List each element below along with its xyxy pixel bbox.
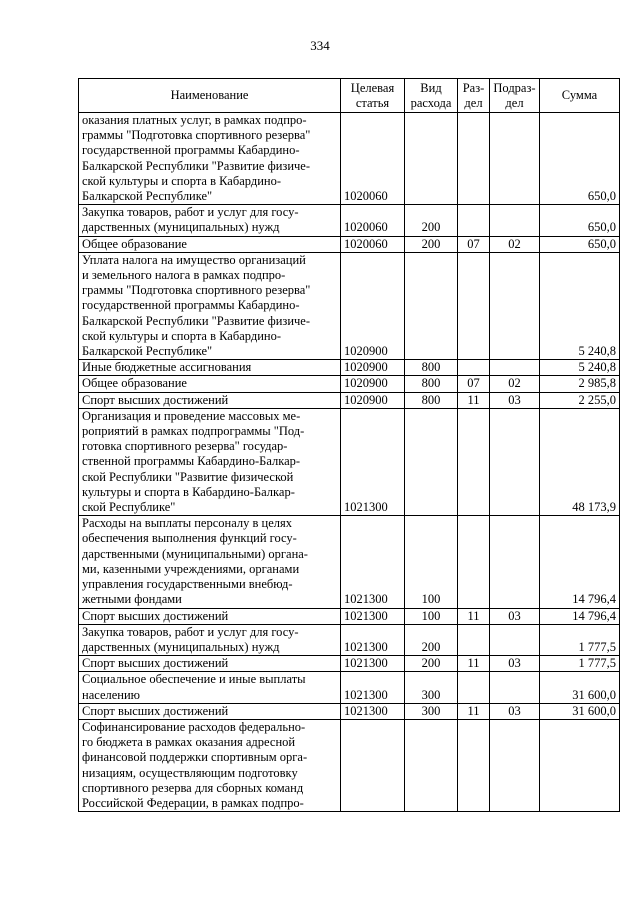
row-name-line: Спорт высших достижений: [82, 656, 229, 671]
row-name-line: ской Республике": [82, 500, 176, 515]
row-name-line: Спорт высших достижений: [82, 392, 229, 407]
row-target-cell: 1020900: [341, 252, 405, 359]
row-name-line: ми, казенными учреждениями, органами: [82, 561, 300, 576]
table-row: [79, 608, 620, 624]
row-section-cell: 07: [458, 376, 490, 392]
table-row: [79, 113, 620, 205]
header-subsection: [490, 79, 540, 113]
row-kind-cell: [405, 252, 458, 359]
row-subsection-cell: 03: [490, 608, 540, 624]
row-kind-cell: 800: [405, 376, 458, 392]
row-subsection-cell: [490, 516, 540, 608]
row-section-cell: [458, 360, 490, 376]
row-name-line: финансовой поддержки спортивным орга-: [82, 750, 308, 765]
row-target-cell: 1021300: [341, 516, 405, 608]
row-name-line: дарственных (муниципальных) нужд: [82, 220, 280, 235]
row-section-cell: 11: [458, 608, 490, 624]
row-subsection-cell: [490, 719, 540, 811]
row-name-line: и земельного налога в рамках подпро-: [82, 268, 286, 283]
header-kind: [405, 79, 458, 113]
row-name-line: готовка спортивного резерва" государ-: [82, 439, 288, 454]
row-name-line: Общее образование: [82, 376, 187, 391]
row-section-cell: [458, 672, 490, 703]
table-row: [79, 719, 620, 811]
row-target-cell: 1020900: [341, 376, 405, 392]
row-name-line: Социальное обеспечение и иные выплаты: [82, 672, 306, 687]
row-name-line: роприятий в рамках подпрограммы "Под-: [82, 424, 305, 439]
row-name-line: граммы "Подготовка спортивного резерва": [82, 128, 311, 143]
row-name-cell: [79, 408, 341, 515]
row-name-line: низациям, осуществляющим подготовку: [82, 765, 298, 780]
row-name-line: оказания платных услуг, в рамках подпро-: [82, 113, 307, 127]
row-kind-cell: [405, 408, 458, 515]
row-name-cell: [79, 252, 341, 359]
header-target: [341, 79, 405, 113]
row-name-line: ской культуры и спорта в Кабардино-: [82, 328, 281, 343]
row-sum-cell: 2 985,8: [540, 376, 620, 392]
row-name-cell: [79, 392, 341, 408]
row-name-line: Балкарской Республике": [82, 344, 213, 359]
row-kind-cell: 100: [405, 516, 458, 608]
header-sum: Сумма: [540, 79, 620, 113]
row-kind-cell: 100: [405, 608, 458, 624]
row-name-line: ской Республики "Развитие физической: [82, 469, 294, 484]
row-kind-cell: 800: [405, 360, 458, 376]
row-sum-cell: 14 796,4: [540, 608, 620, 624]
row-name-line: жетными фондами: [82, 592, 182, 607]
row-name-line: государственной программы Кабардино-: [82, 143, 300, 158]
row-name-cell: [79, 719, 341, 811]
row-name-line: культуры и спорта в Кабардино-Балкар-: [82, 484, 295, 499]
row-kind-cell: 300: [405, 703, 458, 719]
row-name-cell: [79, 205, 341, 236]
table-row: [79, 376, 620, 392]
row-subsection-cell: [490, 360, 540, 376]
header-kind-line1: Вид: [420, 80, 442, 95]
row-sum-cell: 5 240,8: [540, 252, 620, 359]
row-name-line: Уплата налога на имущество организаций: [82, 252, 306, 267]
row-section-cell: 11: [458, 392, 490, 408]
row-section-cell: 11: [458, 703, 490, 719]
row-subsection-cell: 03: [490, 703, 540, 719]
row-kind-cell: 200: [405, 624, 458, 655]
row-target-cell: 1020900: [341, 392, 405, 408]
header-target-line1: Целевая: [350, 80, 395, 95]
row-section-cell: [458, 719, 490, 811]
row-kind-cell: 800: [405, 392, 458, 408]
row-kind-cell: [405, 719, 458, 811]
row-target-cell: [341, 719, 405, 811]
row-name-line: Иные бюджетные ассигнования: [82, 360, 252, 375]
row-sum-cell: 650,0: [540, 205, 620, 236]
row-name-cell: [79, 703, 341, 719]
row-name-line: Балкарской Республики "Развитие физиче-: [82, 313, 311, 328]
row-target-cell: 1020900: [341, 360, 405, 376]
row-subsection-cell: 02: [490, 236, 540, 252]
header-name: Наименование: [79, 79, 341, 113]
row-target-cell: 1020060: [341, 205, 405, 236]
header-target-line2: статья: [355, 95, 390, 110]
row-name-cell: [79, 236, 341, 252]
row-target-cell: 1020060: [341, 113, 405, 205]
row-name-line: Российской Федерации, в рамках подпро-: [82, 795, 304, 810]
row-name-line: граммы "Подготовка спортивного резерва": [82, 283, 311, 298]
row-name-line: Балкарской Республики "Развитие физиче-: [82, 158, 311, 173]
header-section: [458, 79, 490, 113]
row-name-cell: [79, 360, 341, 376]
row-kind-cell: 200: [405, 656, 458, 672]
row-section-cell: [458, 408, 490, 515]
row-sum-cell: 14 796,4: [540, 516, 620, 608]
row-kind-cell: 300: [405, 672, 458, 703]
row-name-line: Расходы на выплаты персоналу в целях: [82, 516, 292, 531]
row-name-line: Общее образование: [82, 236, 187, 251]
header-kind-line2: расхода: [410, 95, 452, 110]
row-subsection-cell: [490, 113, 540, 205]
table-row: [79, 624, 620, 655]
table-row: [79, 656, 620, 672]
row-name-line: ской культуры и спорта в Кабардино-: [82, 173, 281, 188]
row-sum-cell: 48 173,9: [540, 408, 620, 515]
row-target-cell: 1021300: [341, 608, 405, 624]
table-header: [79, 79, 620, 113]
row-name-line: дарственными (муниципальными) органа-: [82, 546, 308, 561]
table-row: [79, 360, 620, 376]
row-subsection-cell: [490, 252, 540, 359]
row-section-cell: 07: [458, 236, 490, 252]
row-name-line: Балкарской Республике": [82, 189, 213, 204]
row-name-line: ственной программы Кабардино-Балкар-: [82, 454, 301, 469]
row-kind-cell: [405, 113, 458, 205]
row-name-line: обеспечения выполнения функций госу-: [82, 531, 297, 546]
row-name-cell: [79, 608, 341, 624]
row-target-cell: 1021300: [341, 408, 405, 515]
header-subsection-line1: Подраз-: [493, 80, 536, 95]
row-name-line: управления государственными внебюд-: [82, 577, 293, 592]
row-sum-cell: 650,0: [540, 236, 620, 252]
row-name-line: спортивного резерва для сборных команд: [82, 780, 304, 795]
header-subsection-line2: дел: [505, 95, 524, 110]
table-row: [79, 703, 620, 719]
row-name-cell: [79, 672, 341, 703]
row-subsection-cell: 02: [490, 376, 540, 392]
row-sum-cell: 5 240,8: [540, 360, 620, 376]
table-row: [79, 672, 620, 703]
table-row: [79, 252, 620, 359]
row-name-cell: [79, 624, 341, 655]
row-subsection-cell: 03: [490, 656, 540, 672]
row-name-line: населению: [82, 687, 140, 702]
row-name-line: го бюджета в рамках оказания адресной: [82, 735, 296, 750]
row-name-line: государственной программы Кабардино-: [82, 298, 300, 313]
table-body: [79, 113, 620, 812]
row-section-cell: [458, 205, 490, 236]
table-row: [79, 516, 620, 608]
row-name-line: Спорт высших достижений: [82, 703, 229, 718]
row-name-line: Закупка товаров, работ и услуг для госу-: [82, 624, 299, 639]
row-sum-cell: 650,0: [540, 113, 620, 205]
row-sum-cell: 31 600,0: [540, 672, 620, 703]
row-section-cell: 11: [458, 656, 490, 672]
header-section-line1: Раз-: [462, 80, 485, 95]
row-sum-cell: [540, 719, 620, 811]
row-section-cell: [458, 113, 490, 205]
row-target-cell: 1020060: [341, 236, 405, 252]
budget-table: [78, 78, 620, 812]
row-kind-cell: 200: [405, 236, 458, 252]
table-row: [79, 236, 620, 252]
table-row: [79, 408, 620, 515]
row-target-cell: 1021300: [341, 672, 405, 703]
row-sum-cell: 1 777,5: [540, 624, 620, 655]
header-section-line2: дел: [464, 95, 483, 110]
row-kind-cell: 200: [405, 205, 458, 236]
row-name-cell: [79, 656, 341, 672]
page-number: 334: [310, 38, 330, 53]
row-target-cell: 1021300: [341, 624, 405, 655]
row-target-cell: 1021300: [341, 656, 405, 672]
row-name-line: Софинансирование расходов федерально-: [82, 719, 306, 734]
row-name-cell: [79, 113, 341, 205]
row-subsection-cell: [490, 408, 540, 515]
row-name-cell: [79, 516, 341, 608]
table-row: [79, 205, 620, 236]
row-name-line: Организация и проведение массовых ме-: [82, 408, 301, 423]
row-target-cell: 1021300: [341, 703, 405, 719]
row-sum-cell: 2 255,0: [540, 392, 620, 408]
row-section-cell: [458, 624, 490, 655]
row-subsection-cell: [490, 672, 540, 703]
row-name-line: Закупка товаров, работ и услуг для госу-: [82, 205, 299, 220]
row-subsection-cell: 03: [490, 392, 540, 408]
row-name-line: дарственных (муниципальных) нужд: [82, 639, 280, 654]
row-section-cell: [458, 252, 490, 359]
row-name-line: Спорт высших достижений: [82, 608, 229, 623]
row-subsection-cell: [490, 624, 540, 655]
row-name-cell: [79, 376, 341, 392]
table-row: [79, 392, 620, 408]
row-subsection-cell: [490, 205, 540, 236]
row-sum-cell: 1 777,5: [540, 656, 620, 672]
row-sum-cell: 31 600,0: [540, 703, 620, 719]
row-section-cell: [458, 516, 490, 608]
